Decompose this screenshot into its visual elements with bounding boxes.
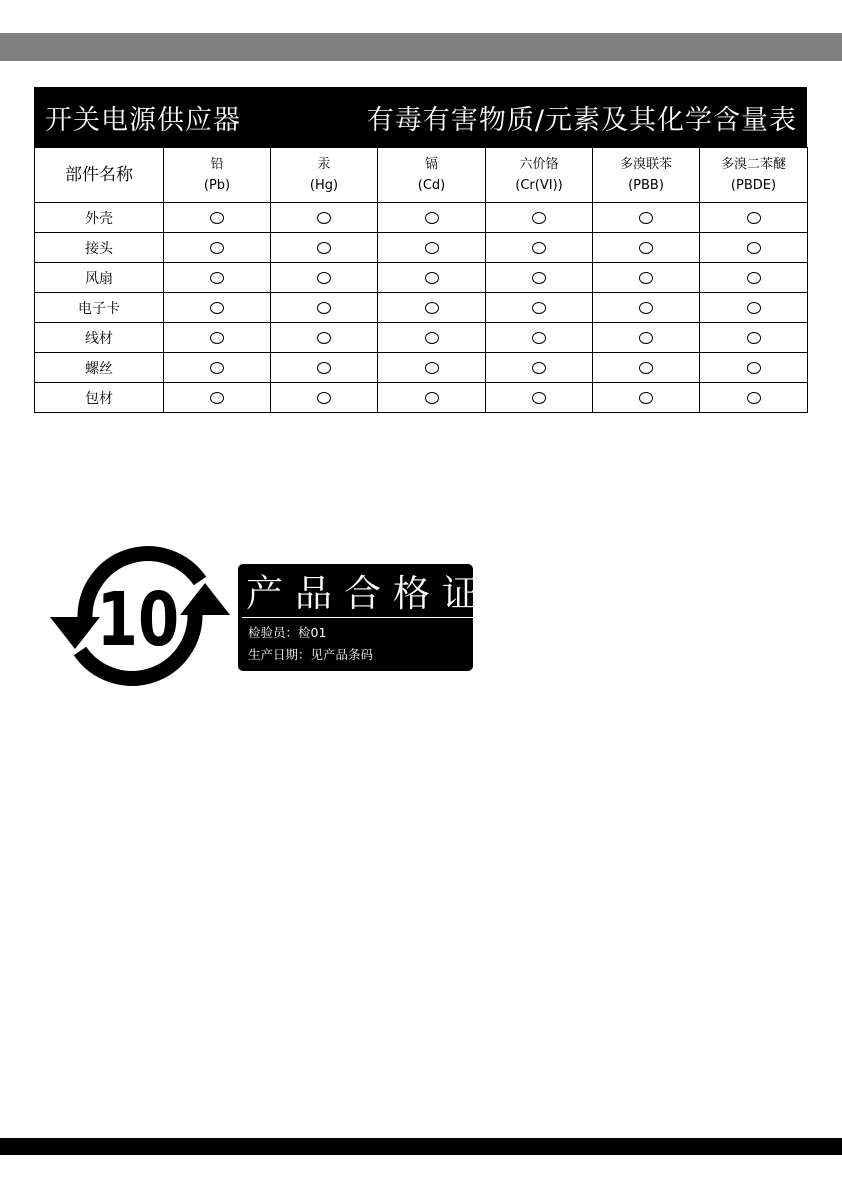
compliant-circle-mark bbox=[639, 362, 653, 374]
table-row bbox=[35, 233, 808, 263]
compliant-circle-mark bbox=[425, 362, 439, 374]
compliant-circle-mark bbox=[210, 302, 224, 314]
substance-mark-cell bbox=[164, 263, 271, 293]
column-header-pb bbox=[164, 148, 271, 203]
substance-mark-cell bbox=[378, 323, 486, 353]
compliant-circle-mark bbox=[532, 332, 546, 344]
substance-mark-cell bbox=[593, 323, 700, 353]
compliant-circle-mark bbox=[639, 302, 653, 314]
substance-mark-cell bbox=[593, 353, 700, 383]
substance-mark-cell bbox=[271, 263, 378, 293]
compliant-circle-mark bbox=[639, 242, 653, 254]
substances-grid bbox=[34, 147, 808, 413]
substance-mark-cell bbox=[700, 203, 808, 233]
compliant-circle-mark bbox=[532, 392, 546, 404]
table-title-right: 有毒有害物质/元素及其化学含量表 bbox=[366, 104, 797, 136]
table-row bbox=[35, 203, 808, 233]
column-header-cd bbox=[378, 148, 486, 203]
substance-mark-cell bbox=[700, 353, 808, 383]
substance-mark-cell bbox=[378, 353, 486, 383]
compliant-circle-mark bbox=[210, 362, 224, 374]
substance-mark-cell bbox=[700, 233, 808, 263]
compliant-circle-mark bbox=[317, 272, 331, 284]
table-row bbox=[35, 293, 808, 323]
part-name-cell: 电子卡 bbox=[35, 293, 164, 323]
compliant-circle-mark bbox=[532, 272, 546, 284]
substance-mark-cell bbox=[271, 293, 378, 323]
substance-mark-cell bbox=[486, 293, 593, 323]
substance-mark-cell bbox=[700, 263, 808, 293]
column-name: 多溴二苯醚 bbox=[720, 157, 786, 172]
compliant-circle-mark bbox=[317, 362, 331, 374]
part-name-cell: 线材 bbox=[35, 323, 164, 353]
substance-mark-cell bbox=[378, 203, 486, 233]
compliant-circle-mark bbox=[210, 242, 224, 254]
compliant-circle-mark bbox=[747, 302, 761, 314]
substance-mark-cell bbox=[164, 203, 271, 233]
compliant-circle-mark bbox=[317, 392, 331, 404]
compliant-circle-mark bbox=[425, 272, 439, 284]
substance-mark-cell bbox=[486, 353, 593, 383]
table-row bbox=[35, 353, 808, 383]
compliant-circle-mark bbox=[747, 212, 761, 224]
column-header-cr6 bbox=[486, 148, 593, 203]
table-header-row bbox=[35, 148, 808, 203]
substance-mark-cell bbox=[700, 293, 808, 323]
inspector-line: 检验员：检01 bbox=[248, 625, 327, 640]
logo-number: 10 bbox=[96, 576, 180, 663]
column-symbol: (Pb) bbox=[203, 178, 231, 193]
compliant-circle-mark bbox=[210, 332, 224, 344]
substance-mark-cell bbox=[700, 383, 808, 413]
column-name: 铅 bbox=[210, 157, 224, 172]
substance-mark-cell bbox=[271, 203, 378, 233]
column-name: 汞 bbox=[317, 157, 331, 172]
substance-mark-cell bbox=[486, 323, 593, 353]
column-header-pbb bbox=[593, 148, 700, 203]
part-name-cell: 接头 bbox=[35, 233, 164, 263]
table-row bbox=[35, 383, 808, 413]
substance-mark-cell bbox=[378, 233, 486, 263]
column-name: 镉 bbox=[424, 157, 438, 172]
compliant-circle-mark bbox=[317, 212, 331, 224]
compliant-circle-mark bbox=[210, 272, 224, 284]
part-name-cell: 螺丝 bbox=[35, 353, 164, 383]
substance-mark-cell bbox=[486, 203, 593, 233]
substance-mark-cell bbox=[593, 263, 700, 293]
environment-protection-use-period-icon bbox=[50, 541, 230, 691]
column-header-pbde bbox=[700, 148, 808, 203]
compliant-circle-mark bbox=[639, 212, 653, 224]
compliant-circle-mark bbox=[532, 242, 546, 254]
compliant-circle-mark bbox=[210, 392, 224, 404]
compliant-circle-mark bbox=[425, 212, 439, 224]
substance-mark-cell bbox=[378, 293, 486, 323]
substance-mark-cell bbox=[593, 383, 700, 413]
table-title-left: 开关电源供应器 bbox=[45, 104, 241, 136]
substance-mark-cell bbox=[164, 323, 271, 353]
part-name-cell: 外壳 bbox=[35, 203, 164, 233]
substance-mark-cell bbox=[271, 353, 378, 383]
substance-mark-cell bbox=[164, 383, 271, 413]
certificate-info bbox=[248, 622, 373, 666]
column-header-hg bbox=[271, 148, 378, 203]
compliant-circle-mark bbox=[317, 302, 331, 314]
table-row bbox=[35, 263, 808, 293]
compliant-circle-mark bbox=[639, 392, 653, 404]
certificate-title: 产品合格证 bbox=[246, 572, 491, 615]
compliant-circle-mark bbox=[210, 212, 224, 224]
compliant-circle-mark bbox=[747, 392, 761, 404]
column-symbol: (Hg) bbox=[309, 178, 339, 193]
compliant-circle-mark bbox=[317, 242, 331, 254]
compliant-circle-mark bbox=[317, 332, 331, 344]
column-name: 多溴联苯 bbox=[619, 157, 672, 172]
column-symbol: (Cd) bbox=[417, 178, 446, 193]
substance-mark-cell bbox=[486, 383, 593, 413]
substance-mark-cell bbox=[593, 203, 700, 233]
substance-mark-cell bbox=[164, 353, 271, 383]
compliant-circle-mark bbox=[532, 212, 546, 224]
column-symbol: (PBB) bbox=[628, 178, 664, 193]
top-gray-bar bbox=[0, 33, 842, 61]
part-name-cell: 包材 bbox=[35, 383, 164, 413]
certificate-divider bbox=[242, 617, 473, 618]
column-symbol: (PBDE) bbox=[730, 178, 777, 193]
table-title-bar bbox=[34, 87, 807, 147]
substance-mark-cell bbox=[378, 263, 486, 293]
compliant-circle-mark bbox=[747, 362, 761, 374]
substance-mark-cell bbox=[271, 323, 378, 353]
bottom-black-bar bbox=[0, 1138, 842, 1155]
substance-mark-cell bbox=[271, 383, 378, 413]
compliant-circle-mark bbox=[639, 272, 653, 284]
compliant-circle-mark bbox=[532, 362, 546, 374]
substance-mark-cell bbox=[271, 233, 378, 263]
compliant-circle-mark bbox=[425, 242, 439, 254]
compliant-circle-mark bbox=[639, 332, 653, 344]
substance-mark-cell bbox=[486, 233, 593, 263]
production-date-line: 生产日期：见产品条码 bbox=[248, 647, 374, 662]
substance-mark-cell bbox=[164, 233, 271, 263]
compliant-circle-mark bbox=[747, 242, 761, 254]
compliant-circle-mark bbox=[747, 332, 761, 344]
substance-mark-cell bbox=[378, 383, 486, 413]
column-symbol: (Cr(VI)) bbox=[515, 178, 563, 193]
substance-mark-cell bbox=[164, 293, 271, 323]
column-name: 六价铬 bbox=[519, 157, 559, 172]
compliant-circle-mark bbox=[425, 332, 439, 344]
table-row bbox=[35, 323, 808, 353]
part-name-header: 部件名称 bbox=[35, 148, 164, 203]
product-certificate-label bbox=[238, 564, 491, 671]
part-name-cell: 风扇 bbox=[35, 263, 164, 293]
compliant-circle-mark bbox=[747, 272, 761, 284]
compliant-circle-mark bbox=[532, 302, 546, 314]
compliant-circle-mark bbox=[425, 302, 439, 314]
hazardous-substances-table bbox=[34, 87, 807, 413]
substance-mark-cell bbox=[593, 293, 700, 323]
substance-mark-cell bbox=[700, 323, 808, 353]
substance-mark-cell bbox=[486, 263, 593, 293]
substance-mark-cell bbox=[593, 233, 700, 263]
compliant-circle-mark bbox=[425, 392, 439, 404]
